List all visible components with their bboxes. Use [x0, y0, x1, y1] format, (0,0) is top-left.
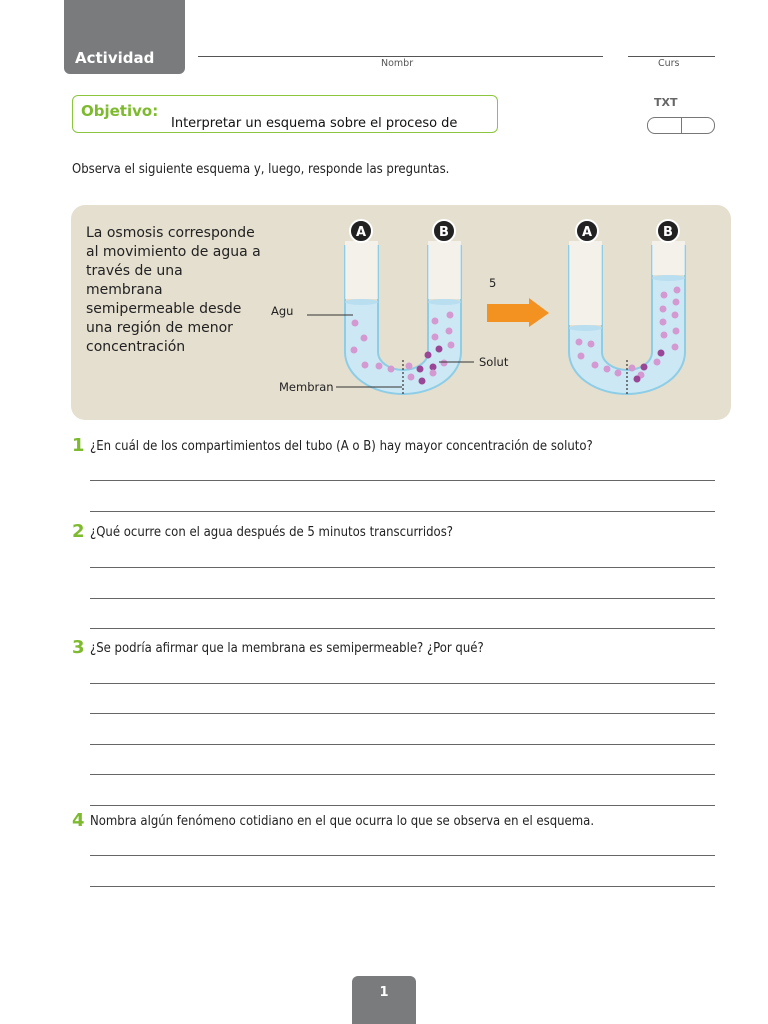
name-label: Nombr [381, 58, 414, 69]
svg-text:A: A [581, 225, 593, 240]
badge-a-final [576, 220, 598, 242]
answer-line-3b[interactable] [90, 713, 715, 714]
osmosis-diagram [71, 205, 731, 420]
badge-b-initial [433, 220, 455, 242]
page-number-tab [352, 976, 416, 1024]
question-4-text: Nombra algún fenómeno cotidiano en el que ocurra lo que se observa en el esquema. [90, 814, 595, 829]
question-1-text: ¿En cuál de los compartimientos del tubo (A o B) hay mayor concentración de soluto? [90, 439, 593, 454]
answer-line-3a[interactable] [90, 683, 715, 684]
course-line[interactable] [628, 56, 715, 57]
osmosis-diagram-panel [71, 205, 731, 420]
answer-line-4b[interactable] [90, 886, 715, 887]
u-tube-initial [345, 241, 461, 395]
answer-line-3d[interactable] [90, 774, 715, 775]
answer-line-1a[interactable] [90, 480, 715, 481]
question-2-text: ¿Qué ocurre con el agua después de 5 minutos transcurridos? [90, 525, 453, 540]
tube-glass-b [428, 241, 461, 299]
u-tube-final [569, 241, 685, 395]
tube-glass-b-final [652, 241, 685, 275]
question-3-text: ¿Se podría afirmar que la membrana es semipermeable? ¿Por qué? [90, 641, 484, 656]
answer-line-2c[interactable] [90, 628, 715, 629]
water-surface-b-final [652, 275, 685, 281]
osmosis-description: La osmosis corresponde al movimiento de agua a través de una membrana semipermeable desde una región de menor concentración [86, 225, 261, 355]
water-surface-b [428, 299, 461, 305]
water-surface-a-final [569, 325, 602, 331]
course-label: Curs [658, 58, 680, 69]
question-3-number: 3 [72, 637, 85, 658]
objective-title: Objetivo: [81, 102, 159, 120]
objective-box [72, 95, 498, 133]
name-line[interactable] [198, 56, 603, 57]
badge-b-final [657, 220, 679, 242]
membrane-label: Membran [279, 380, 334, 394]
txt-code-box[interactable] [647, 117, 715, 134]
arrow-time-label: 5 [489, 276, 497, 290]
txt-label: TXT [654, 96, 678, 109]
page-number: 1 [379, 985, 389, 1000]
answer-line-2b[interactable] [90, 598, 715, 599]
svg-text:B: B [663, 225, 673, 240]
answer-line-3e[interactable] [90, 805, 715, 806]
tube-glass-a [345, 241, 378, 299]
question-2-number: 2 [72, 521, 85, 542]
tube-glass-a-final [569, 241, 602, 325]
water-label: Agu [271, 304, 294, 318]
answer-line-2a[interactable] [90, 567, 715, 568]
svg-text:A: A [355, 225, 367, 240]
solute-label: Solut [479, 355, 509, 369]
answer-line-3c[interactable] [90, 744, 715, 745]
badge-a-initial [350, 220, 372, 242]
time-arrow-icon [487, 298, 549, 327]
activity-tab-label: Actividad [75, 49, 155, 67]
objective-text: Interpretar un esquema sobre el proceso de [171, 116, 458, 131]
instruction-text: Observa el siguiente esquema y, luego, responde las preguntas. [72, 162, 450, 177]
svg-text:B: B [439, 225, 449, 240]
water-surface-a [345, 299, 378, 305]
answer-line-4a[interactable] [90, 855, 715, 856]
question-1-number: 1 [72, 435, 85, 456]
activity-tab [64, 0, 185, 74]
question-4-number: 4 [72, 810, 85, 831]
answer-line-1b[interactable] [90, 511, 715, 512]
